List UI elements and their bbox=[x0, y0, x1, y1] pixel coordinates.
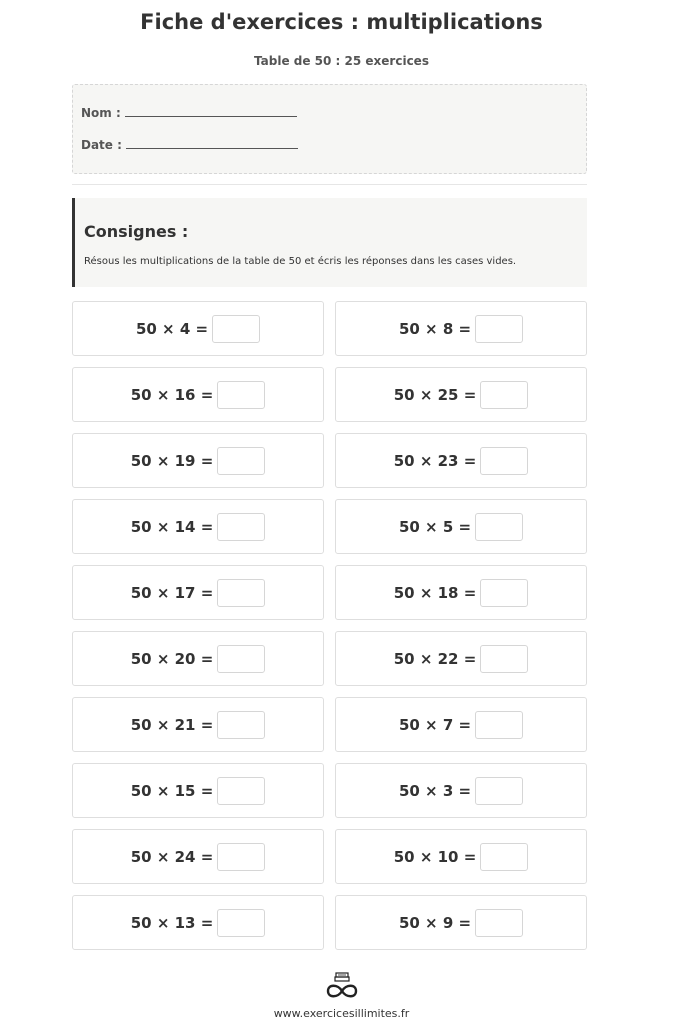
answer-box[interactable] bbox=[212, 315, 260, 343]
exercise-expression: 50 × 22 = bbox=[393, 649, 477, 668]
instructions-box bbox=[72, 198, 587, 287]
date-field-row bbox=[81, 138, 298, 152]
page-title: Fiche d'exercices : multiplications bbox=[140, 10, 543, 34]
exercise-expression: 50 × 3 = bbox=[398, 781, 472, 800]
answer-box[interactable] bbox=[217, 843, 265, 871]
exercise-card bbox=[72, 433, 324, 488]
name-field-row bbox=[81, 106, 297, 120]
exercise-expression: 50 × 19 = bbox=[130, 451, 214, 470]
exercise-card bbox=[72, 697, 324, 752]
exercise-card bbox=[72, 763, 324, 818]
exercise-card bbox=[72, 565, 324, 620]
name-line[interactable] bbox=[125, 107, 297, 117]
answer-box[interactable] bbox=[217, 513, 265, 541]
exercise-expression: 50 × 10 = bbox=[393, 847, 477, 866]
exercise-expression: 50 × 18 = bbox=[393, 583, 477, 602]
infinity-book-icon bbox=[325, 972, 359, 1000]
answer-box[interactable] bbox=[480, 645, 528, 673]
exercise-expression: 50 × 17 = bbox=[130, 583, 214, 602]
answer-box[interactable] bbox=[480, 447, 528, 475]
answer-box[interactable] bbox=[480, 843, 528, 871]
answer-box[interactable] bbox=[475, 315, 523, 343]
exercise-card bbox=[335, 301, 587, 356]
student-info-box bbox=[72, 84, 587, 174]
answer-box[interactable] bbox=[217, 909, 265, 937]
divider bbox=[72, 184, 587, 185]
answer-box[interactable] bbox=[480, 579, 528, 607]
answer-box[interactable] bbox=[480, 381, 528, 409]
answer-box[interactable] bbox=[217, 645, 265, 673]
answer-box[interactable] bbox=[217, 447, 265, 475]
date-label: Date : bbox=[81, 138, 122, 152]
exercise-expression: 50 × 21 = bbox=[130, 715, 214, 734]
exercise-expression: 50 × 4 = bbox=[135, 319, 209, 338]
answer-box[interactable] bbox=[475, 909, 523, 937]
exercise-card bbox=[72, 367, 324, 422]
answer-box[interactable] bbox=[217, 579, 265, 607]
exercise-card bbox=[72, 499, 324, 554]
exercise-expression: 50 × 25 = bbox=[393, 385, 477, 404]
page-subtitle: Table de 50 : 25 exercices bbox=[254, 54, 429, 68]
instructions-text: Résous les multiplications de la table de 50 et écris les réponses dans les cases vides. bbox=[84, 256, 517, 267]
exercise-card bbox=[335, 499, 587, 554]
answer-box[interactable] bbox=[217, 711, 265, 739]
exercise-expression: 50 × 7 = bbox=[398, 715, 472, 734]
exercise-expression: 50 × 5 = bbox=[398, 517, 472, 536]
exercise-expression: 50 × 15 = bbox=[130, 781, 214, 800]
exercise-card bbox=[72, 301, 324, 356]
exercise-card bbox=[335, 631, 587, 686]
answer-box[interactable] bbox=[475, 777, 523, 805]
exercise-expression: 50 × 13 = bbox=[130, 913, 214, 932]
exercise-expression: 50 × 20 = bbox=[130, 649, 214, 668]
answer-box[interactable] bbox=[217, 777, 265, 805]
exercise-card bbox=[335, 895, 587, 950]
exercise-card bbox=[335, 829, 587, 884]
exercise-card bbox=[335, 367, 587, 422]
exercise-expression: 50 × 14 = bbox=[130, 517, 214, 536]
exercise-expression: 50 × 8 = bbox=[398, 319, 472, 338]
exercise-expression: 50 × 24 = bbox=[130, 847, 214, 866]
exercise-expression: 50 × 16 = bbox=[130, 385, 214, 404]
answer-box[interactable] bbox=[475, 711, 523, 739]
exercise-card bbox=[72, 895, 324, 950]
exercise-card bbox=[335, 433, 587, 488]
date-line[interactable] bbox=[126, 139, 298, 149]
answer-box[interactable] bbox=[217, 381, 265, 409]
exercise-expression: 50 × 23 = bbox=[393, 451, 477, 470]
exercise-card bbox=[72, 631, 324, 686]
exercise-card bbox=[72, 829, 324, 884]
exercise-card bbox=[335, 565, 587, 620]
exercise-card bbox=[335, 697, 587, 752]
instructions-title: Consignes : bbox=[84, 222, 189, 241]
exercise-expression: 50 × 9 = bbox=[398, 913, 472, 932]
exercise-grid bbox=[72, 301, 587, 950]
exercise-card bbox=[335, 763, 587, 818]
answer-box[interactable] bbox=[475, 513, 523, 541]
name-label: Nom : bbox=[81, 106, 121, 120]
footer-url[interactable]: www.exercicesillimites.fr bbox=[273, 1007, 410, 1020]
